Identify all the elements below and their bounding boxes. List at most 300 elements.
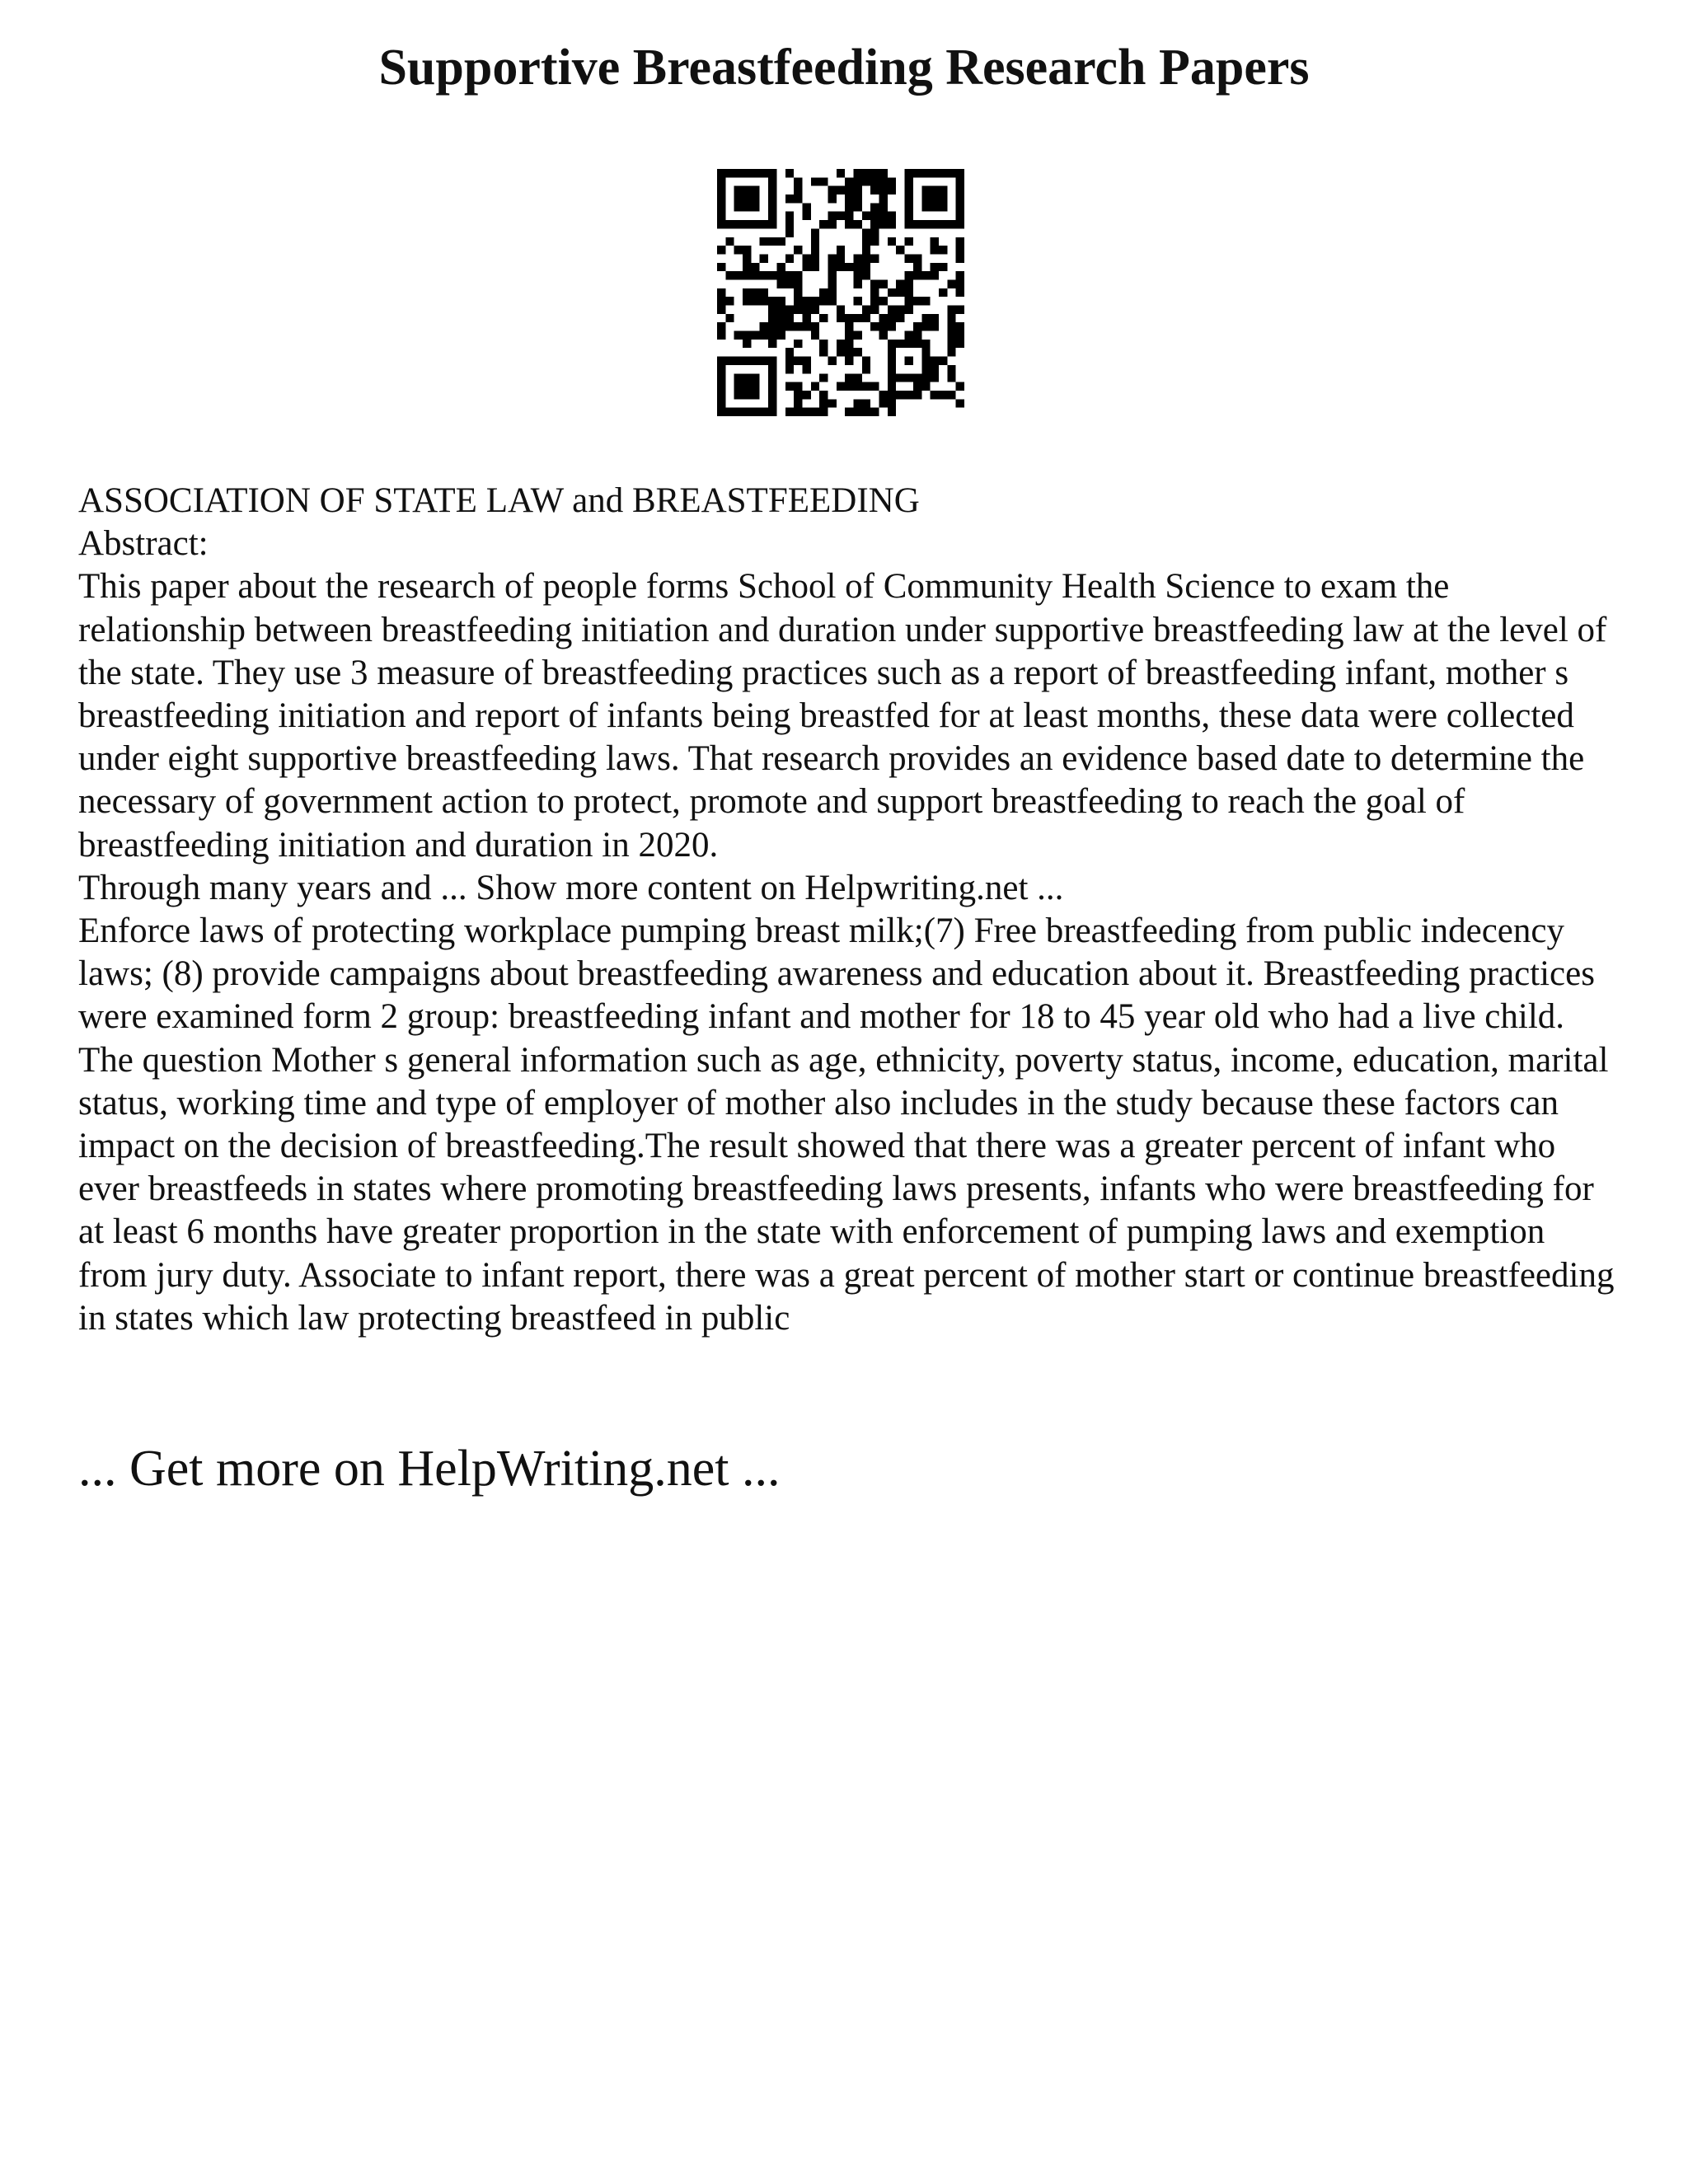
qr-module bbox=[888, 237, 896, 246]
qr-module bbox=[931, 263, 939, 271]
qr-module bbox=[743, 169, 751, 177]
qr-module bbox=[854, 279, 862, 288]
qr-module bbox=[760, 271, 768, 279]
qr-module bbox=[717, 322, 725, 330]
qr-module bbox=[956, 254, 964, 262]
qr-module bbox=[837, 306, 845, 314]
qr-module bbox=[768, 306, 776, 314]
qr-module bbox=[768, 340, 776, 348]
qr-module bbox=[931, 194, 939, 203]
qr-module bbox=[862, 169, 870, 177]
qr-module bbox=[854, 263, 862, 271]
qr-module bbox=[768, 169, 776, 177]
qr-module bbox=[862, 212, 870, 220]
qr-module bbox=[768, 237, 776, 246]
qr-module bbox=[802, 408, 810, 416]
qr-module bbox=[811, 177, 819, 185]
qr-module bbox=[905, 288, 913, 297]
qr-module bbox=[751, 373, 759, 382]
qr-module bbox=[947, 322, 955, 330]
qr-module bbox=[794, 177, 802, 185]
qr-module bbox=[828, 279, 836, 288]
qr-module bbox=[947, 169, 955, 177]
qr-module bbox=[845, 220, 853, 228]
qr-module bbox=[837, 263, 845, 271]
qr-module bbox=[845, 314, 853, 322]
qr-module bbox=[956, 220, 964, 228]
qr-module bbox=[751, 203, 759, 211]
qr-module bbox=[819, 288, 828, 297]
qr-module bbox=[768, 271, 776, 279]
qr-module bbox=[905, 297, 913, 305]
qr-module bbox=[802, 314, 810, 322]
qr-module bbox=[760, 220, 768, 228]
qr-module bbox=[913, 331, 921, 340]
qr-module bbox=[717, 306, 725, 314]
qr-module bbox=[870, 203, 879, 211]
qr-module bbox=[939, 391, 947, 399]
qr-module bbox=[921, 203, 930, 211]
qr-module bbox=[947, 314, 955, 322]
qr-module bbox=[734, 271, 743, 279]
qr-module bbox=[768, 220, 776, 228]
qr-module bbox=[854, 220, 862, 228]
qr-module bbox=[913, 169, 921, 177]
qr-module bbox=[931, 322, 939, 330]
qr-module bbox=[785, 220, 794, 228]
qr-module bbox=[785, 271, 794, 279]
qr-module bbox=[811, 322, 819, 330]
qr-module bbox=[879, 391, 888, 399]
qr-module bbox=[845, 340, 853, 348]
qr-module bbox=[888, 220, 896, 228]
qr-module bbox=[905, 220, 913, 228]
qr-module bbox=[862, 357, 870, 365]
qr-module bbox=[743, 194, 751, 203]
qr-module bbox=[717, 220, 725, 228]
qr-module bbox=[854, 314, 862, 322]
qr-module bbox=[845, 212, 853, 220]
qr-module bbox=[845, 203, 853, 211]
qr-module bbox=[845, 331, 853, 340]
qr-module bbox=[870, 177, 879, 185]
qr-module bbox=[931, 271, 939, 279]
qr-module bbox=[717, 177, 725, 185]
qr-module bbox=[870, 322, 879, 330]
qr-module bbox=[905, 177, 913, 185]
qr-module bbox=[870, 306, 879, 314]
qr-module bbox=[921, 340, 930, 348]
qr-module bbox=[905, 169, 913, 177]
qr-module bbox=[956, 194, 964, 203]
qr-module bbox=[956, 399, 964, 407]
qr-module bbox=[717, 169, 725, 177]
show-more-link[interactable]: Through many years and ... Show more content on Helpwriting.net ... bbox=[78, 868, 1064, 907]
qr-module bbox=[785, 279, 794, 288]
qr-module bbox=[837, 348, 845, 356]
qr-module bbox=[785, 169, 794, 177]
qr-module bbox=[819, 348, 828, 356]
qr-module bbox=[879, 279, 888, 288]
qr-module bbox=[828, 288, 836, 297]
qr-module bbox=[913, 254, 921, 262]
qr-module bbox=[956, 279, 964, 288]
qr-module bbox=[819, 297, 828, 305]
qr-module bbox=[956, 331, 964, 340]
qr-module bbox=[939, 246, 947, 254]
qr-module bbox=[870, 288, 879, 297]
qr-module bbox=[870, 279, 879, 288]
qr-module bbox=[845, 408, 853, 416]
qr-module bbox=[879, 399, 888, 407]
qr-module bbox=[725, 408, 734, 416]
qr-module bbox=[751, 382, 759, 391]
qr-module bbox=[717, 297, 725, 305]
qr-module bbox=[776, 322, 785, 330]
qr-module bbox=[913, 391, 921, 399]
qr-module bbox=[931, 314, 939, 322]
qr-module bbox=[751, 331, 759, 340]
qr-module bbox=[854, 331, 862, 340]
qr-module bbox=[760, 254, 768, 262]
qr-module bbox=[760, 237, 768, 246]
qr-module bbox=[888, 186, 896, 194]
qr-module bbox=[725, 297, 734, 305]
qr-module bbox=[819, 177, 828, 185]
qr-module bbox=[794, 271, 802, 279]
qr-module bbox=[862, 271, 870, 279]
qr-module bbox=[939, 263, 947, 271]
qr-module bbox=[768, 408, 776, 416]
qr-module bbox=[802, 203, 810, 211]
qr-module bbox=[768, 382, 776, 391]
qr-module bbox=[896, 391, 904, 399]
qr-module bbox=[837, 246, 845, 254]
qr-module bbox=[879, 297, 888, 305]
qr-module bbox=[785, 408, 794, 416]
qr-code-icon bbox=[717, 169, 964, 416]
qr-module bbox=[751, 271, 759, 279]
qr-module bbox=[802, 297, 810, 305]
qr-module bbox=[717, 263, 725, 271]
qr-module bbox=[768, 322, 776, 330]
qr-module bbox=[879, 331, 888, 340]
qr-module bbox=[794, 186, 802, 194]
qr-module bbox=[776, 331, 785, 340]
qr-module bbox=[794, 357, 802, 365]
qr-module bbox=[794, 279, 802, 288]
qr-module bbox=[768, 331, 776, 340]
qr-module bbox=[845, 373, 853, 382]
qr-module bbox=[956, 246, 964, 254]
qr-module bbox=[794, 297, 802, 305]
qr-module bbox=[837, 212, 845, 220]
qr-module bbox=[947, 279, 955, 288]
qr-module bbox=[734, 246, 743, 254]
qr-module bbox=[845, 382, 853, 391]
qr-module bbox=[845, 263, 853, 271]
qr-module bbox=[828, 357, 836, 365]
qr-module bbox=[947, 340, 955, 348]
qr-module bbox=[870, 382, 879, 391]
qr-module bbox=[751, 288, 759, 297]
qr-module bbox=[921, 357, 930, 365]
qr-module bbox=[811, 237, 819, 246]
qr-module bbox=[931, 391, 939, 399]
qr-module bbox=[794, 391, 802, 399]
qr-module bbox=[956, 186, 964, 194]
qr-module bbox=[776, 279, 785, 288]
qr-module bbox=[785, 322, 794, 330]
qr-module bbox=[896, 373, 904, 382]
qr-module bbox=[854, 408, 862, 416]
qr-module bbox=[725, 237, 734, 246]
qr-module bbox=[879, 169, 888, 177]
qr-module bbox=[854, 177, 862, 185]
qr-module bbox=[888, 408, 896, 416]
qr-module bbox=[776, 306, 785, 314]
qr-module bbox=[734, 373, 743, 382]
qr-module bbox=[717, 408, 725, 416]
qr-module bbox=[734, 357, 743, 365]
qr-module bbox=[811, 263, 819, 271]
qr-module bbox=[845, 357, 853, 365]
qr-module bbox=[956, 271, 964, 279]
qr-module bbox=[768, 357, 776, 365]
qr-module bbox=[956, 237, 964, 246]
qr-module bbox=[802, 212, 810, 220]
qr-module bbox=[794, 408, 802, 416]
qr-module bbox=[870, 220, 879, 228]
qr-module bbox=[845, 322, 853, 330]
qr-module bbox=[947, 306, 955, 314]
qr-module bbox=[743, 391, 751, 399]
qr-module bbox=[743, 357, 751, 365]
qr-module bbox=[734, 186, 743, 194]
qr-module bbox=[837, 254, 845, 262]
qr-module bbox=[785, 365, 794, 373]
qr-module bbox=[870, 228, 879, 237]
qr-module bbox=[734, 169, 743, 177]
qr-module bbox=[862, 254, 870, 262]
qr-module bbox=[717, 391, 725, 399]
qr-module bbox=[717, 212, 725, 220]
qr-module bbox=[725, 220, 734, 228]
qr-module bbox=[751, 220, 759, 228]
qr-module bbox=[743, 220, 751, 228]
qr-module bbox=[956, 288, 964, 297]
qr-module bbox=[768, 194, 776, 203]
qr-module bbox=[947, 365, 955, 373]
qr-module bbox=[768, 203, 776, 211]
qr-module bbox=[717, 365, 725, 373]
qr-module bbox=[768, 399, 776, 407]
qr-module bbox=[947, 391, 955, 399]
qr-module bbox=[760, 408, 768, 416]
qr-module bbox=[785, 194, 794, 203]
qr-module bbox=[862, 408, 870, 416]
qr-module bbox=[802, 254, 810, 262]
qr-module bbox=[802, 322, 810, 330]
qr-code-graphic bbox=[717, 169, 964, 416]
qr-module bbox=[913, 263, 921, 271]
qr-module bbox=[743, 186, 751, 194]
qr-module bbox=[854, 382, 862, 391]
qr-module bbox=[725, 357, 734, 365]
qr-module bbox=[931, 220, 939, 228]
qr-module bbox=[854, 169, 862, 177]
qr-module bbox=[896, 288, 904, 297]
qr-module bbox=[828, 271, 836, 279]
qr-module bbox=[854, 194, 862, 203]
qr-module bbox=[717, 373, 725, 382]
qr-module bbox=[931, 186, 939, 194]
qr-module bbox=[870, 169, 879, 177]
qr-module bbox=[888, 314, 896, 322]
qr-module bbox=[905, 373, 913, 382]
qr-module bbox=[931, 357, 939, 365]
qr-module bbox=[717, 357, 725, 365]
qr-module bbox=[811, 254, 819, 262]
qr-module bbox=[879, 314, 888, 322]
qr-module bbox=[947, 348, 955, 356]
qr-module bbox=[905, 212, 913, 220]
qr-module bbox=[896, 314, 904, 322]
qr-module bbox=[905, 254, 913, 262]
qr-module bbox=[725, 314, 734, 322]
qr-module bbox=[751, 297, 759, 305]
qr-module bbox=[905, 279, 913, 288]
qr-module bbox=[956, 203, 964, 211]
qr-module bbox=[819, 399, 828, 407]
qr-module bbox=[905, 203, 913, 211]
qr-module bbox=[888, 348, 896, 356]
qr-module bbox=[819, 373, 828, 382]
qr-module bbox=[760, 357, 768, 365]
qr-module bbox=[931, 169, 939, 177]
qr-module bbox=[734, 391, 743, 399]
qr-module bbox=[828, 186, 836, 194]
qr-module bbox=[802, 263, 810, 271]
qr-module bbox=[921, 322, 930, 330]
qr-module bbox=[854, 271, 862, 279]
qr-module bbox=[939, 357, 947, 365]
qr-module bbox=[794, 288, 802, 297]
qr-module bbox=[743, 263, 751, 271]
qr-module bbox=[743, 408, 751, 416]
qr-module bbox=[939, 203, 947, 211]
qr-module bbox=[888, 399, 896, 407]
qr-module bbox=[785, 348, 794, 356]
qr-module bbox=[921, 271, 930, 279]
qr-module bbox=[854, 297, 862, 305]
qr-module bbox=[879, 212, 888, 220]
qr-module bbox=[837, 340, 845, 348]
qr-module bbox=[751, 186, 759, 194]
qr-module bbox=[725, 169, 734, 177]
qr-module bbox=[768, 212, 776, 220]
qr-module bbox=[870, 186, 879, 194]
qr-module bbox=[819, 408, 828, 416]
qr-module bbox=[870, 408, 879, 416]
qr-module bbox=[921, 186, 930, 194]
qr-module bbox=[888, 382, 896, 391]
qr-module bbox=[879, 177, 888, 185]
document-title: Supportive Breastfeeding Research Papers bbox=[378, 40, 1310, 96]
qr-module bbox=[743, 331, 751, 340]
document-heading: ASSOCIATION OF STATE LAW and BREASTFEEDING bbox=[78, 481, 920, 520]
qr-module bbox=[921, 194, 930, 203]
qr-module bbox=[854, 399, 862, 407]
qr-module bbox=[921, 220, 930, 228]
qr-module bbox=[751, 357, 759, 365]
qr-module bbox=[794, 306, 802, 314]
qr-module bbox=[760, 331, 768, 340]
qr-module bbox=[854, 186, 862, 194]
qr-module bbox=[751, 391, 759, 399]
qr-module bbox=[888, 288, 896, 297]
qr-module bbox=[794, 322, 802, 330]
qr-module bbox=[785, 212, 794, 220]
qr-module bbox=[879, 203, 888, 211]
qr-module bbox=[802, 391, 810, 399]
qr-module bbox=[768, 177, 776, 185]
qr-module bbox=[785, 382, 794, 391]
qr-module bbox=[921, 373, 930, 382]
qr-module bbox=[913, 322, 921, 330]
qr-module bbox=[854, 254, 862, 262]
qr-module bbox=[794, 399, 802, 407]
get-more-link[interactable]: ... Get more on HelpWriting.net ... bbox=[78, 1441, 781, 1497]
qr-module bbox=[956, 169, 964, 177]
qr-module bbox=[751, 408, 759, 416]
qr-module bbox=[913, 271, 921, 279]
qr-module bbox=[734, 220, 743, 228]
qr-module bbox=[760, 288, 768, 297]
qr-module bbox=[837, 186, 845, 194]
qr-module bbox=[905, 194, 913, 203]
qr-module bbox=[734, 194, 743, 203]
qr-module bbox=[879, 194, 888, 203]
qr-module bbox=[913, 373, 921, 382]
qr-module bbox=[811, 306, 819, 314]
qr-module bbox=[862, 246, 870, 254]
qr-module bbox=[811, 382, 819, 391]
qr-module bbox=[845, 177, 853, 185]
qr-module bbox=[725, 271, 734, 279]
qr-module bbox=[819, 220, 828, 228]
qr-module bbox=[794, 340, 802, 348]
qr-module bbox=[751, 263, 759, 271]
qr-module bbox=[802, 357, 810, 365]
qr-module bbox=[888, 373, 896, 382]
qr-module bbox=[751, 169, 759, 177]
qr-module bbox=[931, 373, 939, 382]
qr-module bbox=[931, 237, 939, 246]
abstract-paragraph: This paper about the research of people forms School of Community Health Science to exam the relationship between breastfeeding initiation and duration under supportive breastfeeding law at the level of the state. They use 3 measure of breastfeeding practices such as a report of breastfeeding infant, mother s breastfeeding initiation and report of infants being breastfed for at least months, these data were collected under eight supportive breastfeeding laws. That research provides an evidence based date to determine the necessary of government action to protect, promote and support breastfeeding to reach the goal of breastfeeding initiation and duration in 2020. bbox=[78, 567, 1607, 865]
qr-module bbox=[743, 203, 751, 211]
qr-module bbox=[939, 288, 947, 297]
qr-module bbox=[939, 194, 947, 203]
qr-module bbox=[947, 373, 955, 382]
qr-module bbox=[931, 203, 939, 211]
qr-module bbox=[743, 373, 751, 382]
qr-module bbox=[811, 297, 819, 305]
qr-module bbox=[819, 340, 828, 348]
qr-module bbox=[802, 306, 810, 314]
qr-module bbox=[905, 331, 913, 340]
qr-module bbox=[862, 263, 870, 271]
